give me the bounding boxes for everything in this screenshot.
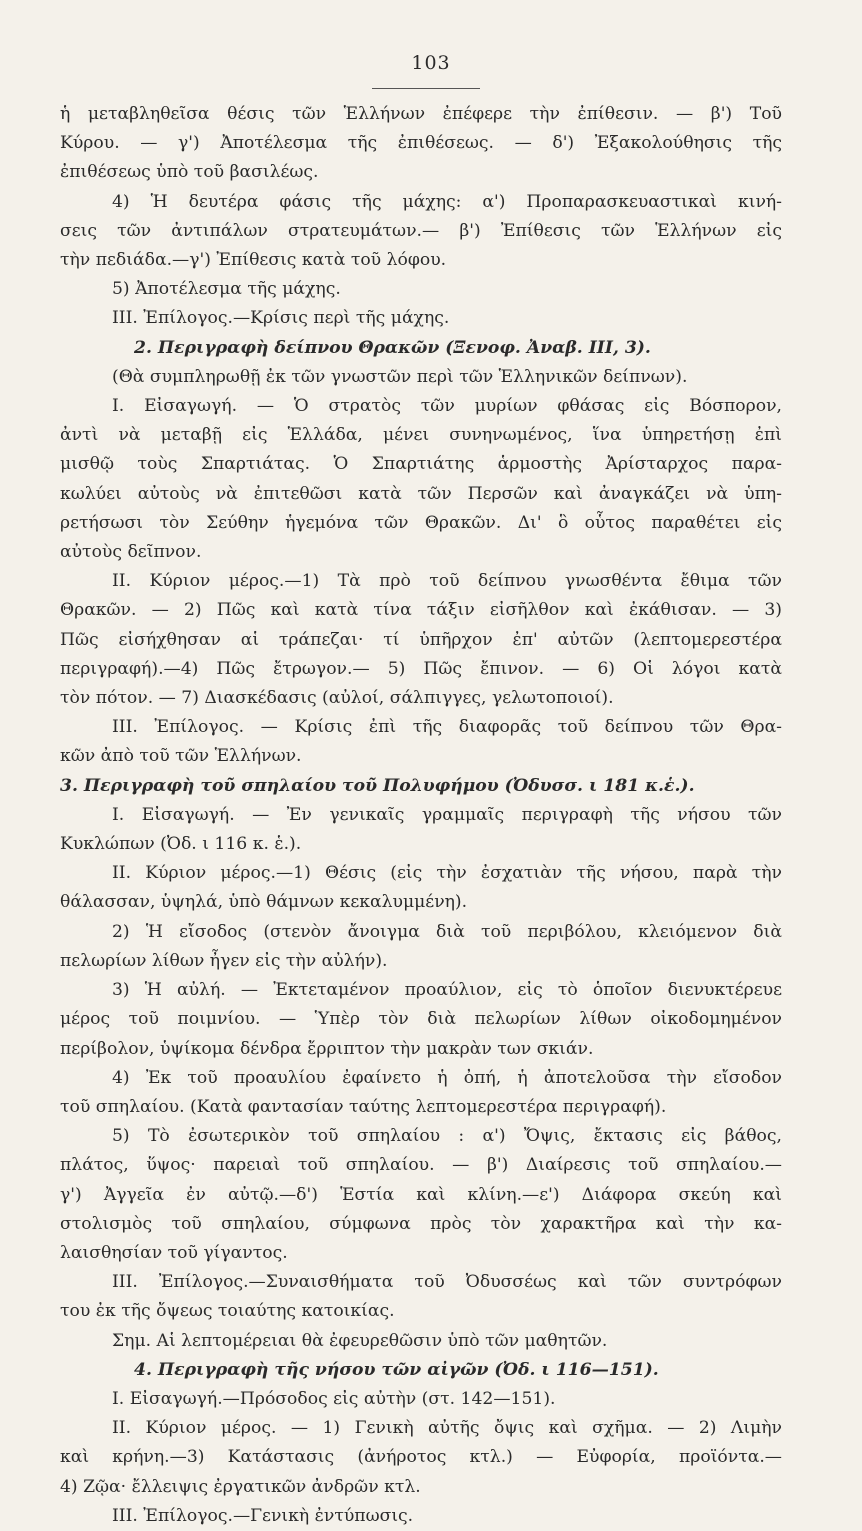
header-rule	[372, 88, 480, 89]
text-line: γ') Ἀγγεῖα ἐν αὐτῷ.—δ') Ἑστία καὶ κλίνη.—ε') Διάφορα σκεύη καὶ	[60, 1184, 782, 1205]
text-line: μισθῷ τοὺς Σπαρτιάτας. Ὁ Σπαρτιάτης ἁρμοστὴς Ἀρίσταρχος παρα-	[60, 454, 782, 475]
text-line: πλάτος, ὕψος· παρειαὶ τοῦ σπηλαίου. — β') Διαίρεσις τοῦ σπηλαίου.—	[60, 1155, 782, 1176]
text-line: αὐτοὺς δεῖπνον.	[60, 542, 202, 563]
text-line: 3. Περιγραφὴ τοῦ σπηλαίου τοῦ Πολυφήμου (Ὀδυσσ. ι 181 κ.ἑ.).	[60, 775, 695, 796]
text-line: ἐπιθέσεως ὑπὸ τοῦ βασιλέως.	[60, 162, 319, 183]
text-line: στολισμὸς τοῦ σπηλαίου, σύμφωνα πρὸς τὸν χαρακτῆρα καὶ τὴν κα-	[60, 1213, 782, 1234]
text-line: Ι. Εἰσαγωγή. — Ὁ στρατὸς τῶν μυρίων φθάσας εἰς Βόσπορον,	[112, 396, 782, 417]
text-line: θάλασσαν, ὑψηλά, ὑπὸ θάμνων κεκαλυμμένη).	[60, 892, 468, 913]
page-number: 103	[411, 52, 451, 74]
text-line: Θρακῶν. — 2) Πῶς καὶ κατὰ τίνα τάξιν εἰσῆλθον καὶ ἐκάθισαν. — 3)	[60, 600, 782, 621]
text-line: πελωρίων λίθων ἦγεν εἰς τὴν αὐλήν).	[60, 950, 388, 971]
text-line: τὸν πότον. — 7) Διασκέδασις (αὐλοί, σάλπιγγες, γελωτοποιοί).	[60, 688, 614, 709]
text-line: ΙΙΙ. Ἐπίλογος.—Γενικὴ ἐντύπωσις.	[112, 1505, 414, 1526]
text-line: Ι. Εἰσαγωγή. — Ἐν γενικαῖς γραμμαῖς περιγραφὴ τῆς νήσου τῶν	[112, 804, 782, 825]
text-line: σεις τῶν ἀντιπάλων στρατευμάτων.— β') Ἐπίθεσις τῶν Ἑλλήνων εἰς	[60, 220, 782, 241]
text-line: 5) Τὸ ἐσωτερικὸν τοῦ σπηλαίου : α') Ὄψις, ἔκτασις εἰς βάθος,	[112, 1126, 782, 1147]
text-line: ΙΙ. Κύριον μέρος.—1) Τὰ πρὸ τοῦ δείπνου γνωσθέντα ἔθιμα τῶν	[112, 571, 782, 592]
text-line: καὶ κρήνη.—3) Κατάστασις (ἀνήροτος κτλ.) — Εὐφορία, προϊόντα.—	[60, 1447, 782, 1468]
text-line: του ἐκ τῆς ὄψεως τοιαύτης κατοικίας.	[60, 1301, 395, 1322]
text-line: Κύρου. — γ') Ἀποτέλεσμα τῆς ἐπιθέσεως. — δ') Ἐξακολούθησις τῆς	[60, 133, 782, 154]
text-line: 4) Ζῷα· ἔλλειψις ἐργατικῶν ἀνδρῶν κτλ.	[60, 1476, 421, 1497]
body-text	[60, 100, 782, 1531]
text-line: περιγραφή).—4) Πῶς ἔτρωγον.— 5) Πῶς ἔπινον. — 6) Οἱ λόγοι κατὰ	[60, 658, 782, 679]
text-line: λαισθησίαν τοῦ γίγαντος.	[60, 1242, 288, 1263]
text-line: 4. Περιγραφὴ τῆς νήσου τῶν αἰγῶν (Ὀδ. ι 116—151).	[134, 1359, 659, 1380]
text-line: ΙΙΙ. Ἐπίλογος.—Κρίσις περὶ τῆς μάχης.	[112, 308, 450, 329]
text-line: (Θὰ συμπληρωθῇ ἐκ τῶν γνωστῶν περὶ τῶν Ἑλληνικῶν δείπνων).	[112, 366, 688, 387]
text-line: 2) Ἡ εἴσοδος (στενὸν ἄνοιγμα διὰ τοῦ περιβόλου, κλειόμενον διὰ	[112, 921, 782, 942]
text-line: Ι. Εἰσαγωγή.—Πρόσοδος εἰς αὐτὴν (στ. 142—151).	[112, 1388, 556, 1409]
text-line: ΙΙΙ. Ἐπίλογος.—Συναισθήματα τοῦ Ὀδυσσέως καὶ τῶν συντρόφων	[112, 1272, 782, 1293]
text-line: μέρος τοῦ ποιμνίου. — Ὑπὲρ τὸν διὰ πελωρίων λίθων οἰκοδομημένον	[60, 1009, 782, 1030]
text-line: 2. Περιγραφὴ δείπνου Θρακῶν (Ξενοφ. Ἀναβ. ΙΙΙ, 3).	[134, 337, 651, 358]
text-line: 4) Ἐκ τοῦ προαυλίου ἐφαίνετο ἡ ὀπή, ἡ ἀποτελοῦσα τὴν εἴσοδον	[112, 1067, 782, 1088]
text-line: ἡ μεταβληθεῖσα θέσις τῶν Ἑλλήνων ἐπέφερε τὴν ἐπίθεσιν. — β') Τοῦ	[60, 104, 782, 124]
text-line: ΙΙ. Κύριον μέρος. — 1) Γενικὴ αὐτῆς ὄψις καὶ σχῆμα. — 2) Λιμὴν	[112, 1418, 782, 1439]
text-line: Πῶς εἰσήχθησαν αἱ τράπεζαι· τί ὑπῆρχον ἐπ' αὐτῶν (λεπτομερεστέρα	[60, 629, 782, 650]
text-line: 4) Ἡ δευτέρα φάσις τῆς μάχης: α') Προπαρασκευαστικαὶ κινή-	[112, 191, 782, 212]
text-line: ΙΙΙ. Ἐπίλογος. — Κρίσις ἐπὶ τῆς διαφορᾶς τοῦ δείπνου τῶν Θρα-	[112, 717, 782, 738]
text-line: ΙΙ. Κύριον μέρος.—1) Θέσις (εἰς τὴν ἐσχατιὰν τῆς νήσου, παρὰ τὴν	[112, 863, 782, 884]
text-line: ἀντὶ νὰ μεταβῇ εἰς Ἑλλάδα, μένει συνηνωμένος, ἵνα ὑπηρετήσῃ ἐπὶ	[60, 425, 782, 446]
text-line: Σημ. Αἱ λεπτομέρειαι θὰ ἐφευρεθῶσιν ὑπὸ τῶν μαθητῶν.	[112, 1330, 608, 1351]
text-line: τὴν πεδιάδα.—γ') Ἐπίθεσις κατὰ τοῦ λόφου.	[60, 250, 447, 271]
text-line: ρετήσωσι τὸν Σεύθην ἡγεμόνα τῶν Θρακῶν. Δι' ὃ οὗτος παραθέτει εἰς	[60, 512, 782, 533]
text-line: κῶν ἀπὸ τοῦ τῶν Ἑλλήνων.	[60, 746, 302, 767]
text-line: Κυκλώπων (Ὀδ. ι 116 κ. ἑ.).	[60, 834, 302, 855]
text-line: κωλύει αὐτοὺς νὰ ἐπιτεθῶσι κατὰ τῶν Περσῶν καὶ ἀναγκάζει νὰ ὑπη-	[60, 483, 782, 504]
text-line: περίβολον, ὑψίκομα δένδρα ἔρριπτον τὴν μακρὰν των σκιάν.	[60, 1038, 594, 1059]
text-line: 5) Ἀποτέλεσμα τῆς μάχης.	[112, 279, 341, 300]
text-line: 3) Ἡ αὐλή. — Ἐκτεταμένον προαύλιον, εἰς τὸ ὁποῖον διενυκτέρευε	[112, 980, 782, 1001]
text-line: τοῦ σπηλαίου. (Κατὰ φαντασίαν ταύτης λεπτομερεστέρα περιγραφή).	[60, 1096, 667, 1117]
